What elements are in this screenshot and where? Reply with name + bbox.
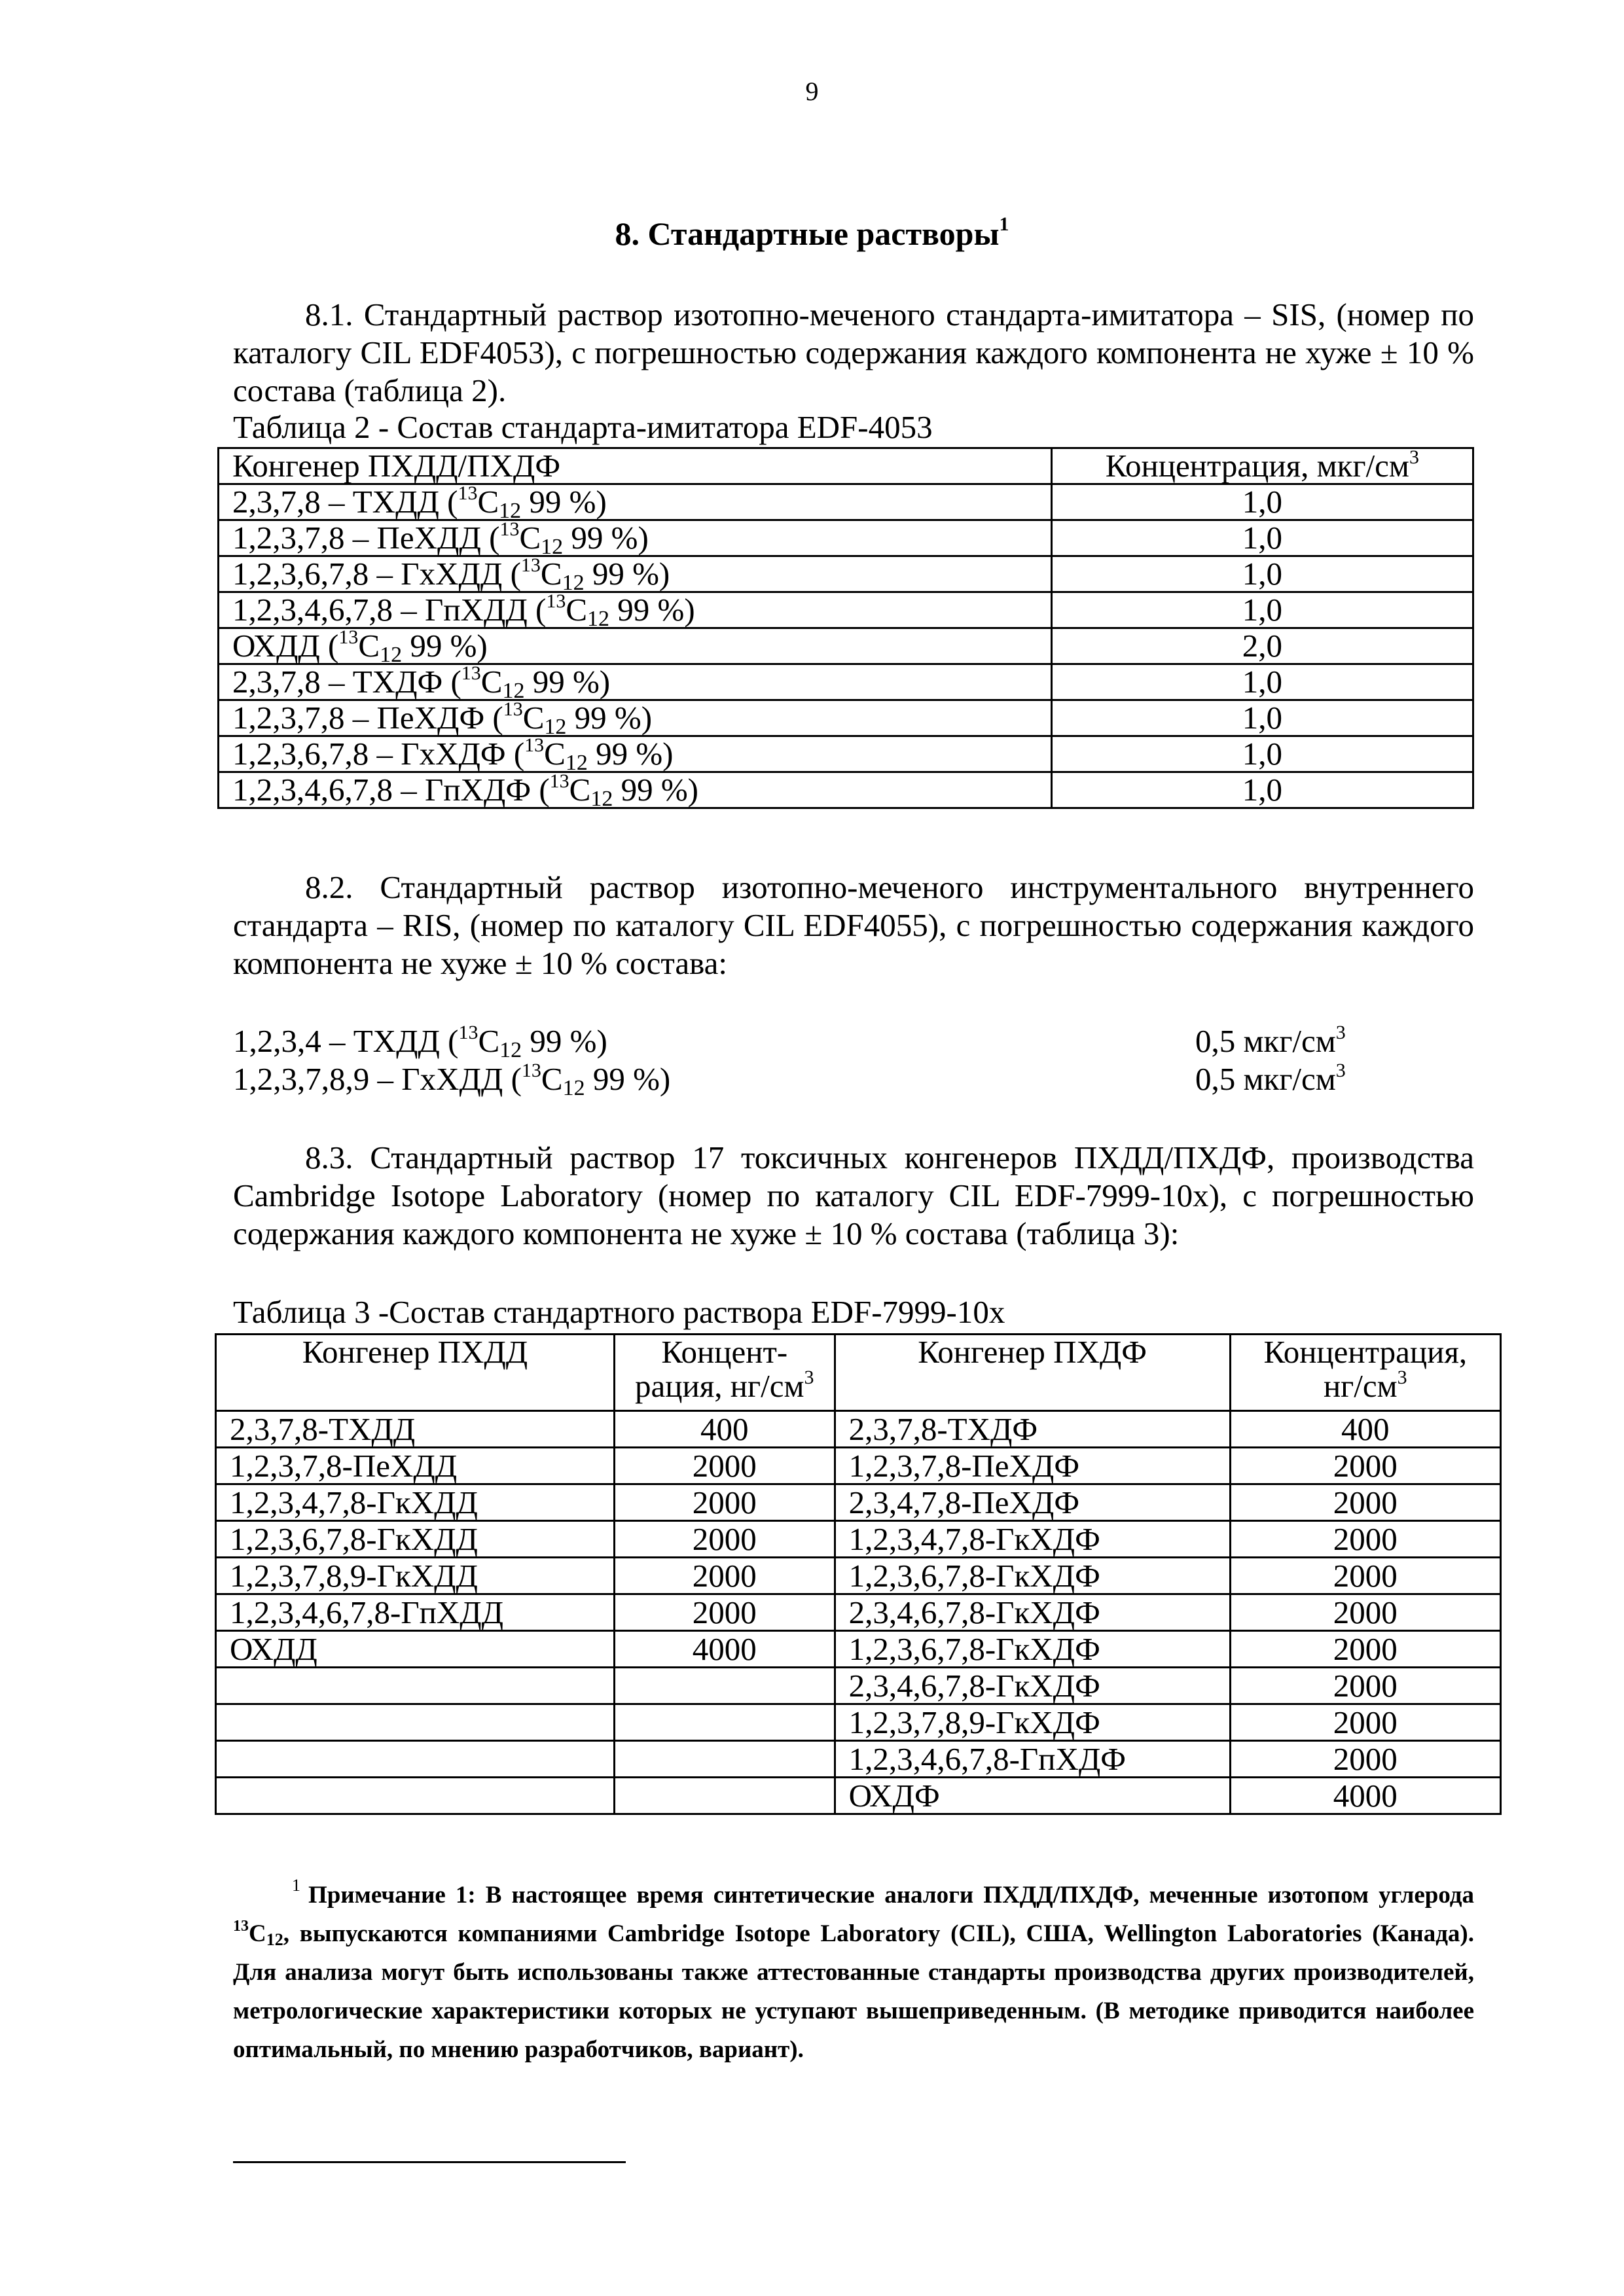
paragraph-8-2 bbox=[233, 869, 1474, 982]
table3-header-concentration-2: Концентрация, $нг/см^3$ bbox=[1230, 1335, 1500, 1411]
table3-pcdd-conc-cell: 4000 bbox=[614, 1631, 835, 1668]
table2-congener-cell: 2,3,7,8 – ТХДД ($^{13}C_{12}$ 99 %) bbox=[219, 484, 1052, 520]
table2-concentration-cell: 1,0 bbox=[1051, 556, 1473, 592]
table3-caption: Таблица 3 -Состав стандартного раствора EDF-7999-10x bbox=[233, 1294, 1005, 1330]
table2-congener-cell: ОХДД ($^{13}C_{12}$ 99 %) bbox=[219, 628, 1052, 664]
table2-header-row bbox=[219, 448, 1473, 484]
table2-row bbox=[219, 700, 1473, 736]
table3-pcdd-cell: 1,2,3,4,6,7,8-ГпХДД bbox=[216, 1594, 615, 1631]
table3-row bbox=[216, 1778, 1501, 1814]
table3-pcdd-cell: 1,2,3,7,8-ПеХДД bbox=[216, 1448, 615, 1484]
table2-row bbox=[219, 484, 1473, 520]
table2-congener-cell: 1,2,3,4,6,7,8 – ГпХДФ ($^{13}C_{12}$ 99 %) bbox=[219, 772, 1052, 808]
table3-header-row bbox=[216, 1335, 1501, 1411]
table2-row bbox=[219, 664, 1473, 700]
paragraph-8-1-text: 8.1. Стандартный раствор изотопно-меченого стандарта-имитатора – SIS, (номер по каталогу CIL EDF4053), с погрешностью содержания каждого компонента не хуже ± 10 % состава (таблица 2). bbox=[233, 296, 1474, 408]
table3-pcdf-conc-cell: 2000 bbox=[1230, 1521, 1500, 1558]
table3-pcdf-cell: 1,2,3,4,7,8-ГкХДФ bbox=[835, 1521, 1230, 1558]
table3-row bbox=[216, 1704, 1501, 1741]
table3-pcdf-cell: 1,2,3,4,6,7,8-ГпХДФ bbox=[835, 1741, 1230, 1778]
table3-pcdd-conc-cell: 2000 bbox=[614, 1558, 835, 1594]
table3-pcdd-cell: 2,3,7,8-ТХДД bbox=[216, 1411, 615, 1448]
table3-pcdf-conc-cell: 2000 bbox=[1230, 1558, 1500, 1594]
table3-pcdf-conc-cell: 2000 bbox=[1230, 1704, 1500, 1741]
table3-pcdf-cell: 2,3,7,8-ТХДФ bbox=[835, 1411, 1230, 1448]
table3-pcdd-conc-cell bbox=[614, 1778, 835, 1814]
table3-pcdd-cell: ОХДД bbox=[216, 1631, 615, 1668]
table3-pcdf-cell: 1,2,3,7,8,9-ГкХДФ bbox=[835, 1704, 1230, 1741]
table2-concentration-cell: 1,0 bbox=[1051, 736, 1473, 772]
footnote: $^1$ Примечание 1: В настоящее время синтетические аналоги ПХДД/ПХДФ, меченные изотопом углерода $^{13}C_{12}$, выпускаются компаниями Cambridge Isotope Laboratory (CIL), США, Wellington Laboratories (Канада). Для анализа могут быть использованы также аттестованные стандарты производства других производителей, метрологические характеристики которых не уступают вышеприведенным. (В методике приводится наиболее оптимальный, по мнению разработчиков, вариант). bbox=[233, 1876, 1474, 2063]
table3-header-congener-pcdf: Конгенер ПХДФ bbox=[835, 1335, 1230, 1411]
table2-concentration-cell: 2,0 bbox=[1051, 628, 1473, 664]
table2-concentration-cell: 1,0 bbox=[1051, 520, 1473, 556]
paragraph-8-3 bbox=[233, 1139, 1474, 1253]
table3-pcdd-conc-cell: 2000 bbox=[614, 1521, 835, 1558]
table3-row bbox=[216, 1741, 1501, 1778]
paragraph-8-3-text: 8.3. Стандартный раствор 17 токсичных конгенеров ПХДД/ПХДФ, производства Cambridge Isotope Laboratory (номер по каталогу CIL EDF-7999-10x), с погрешностью содержания каждого компонента не хуже ± 10 % состава (таблица 3): bbox=[233, 1139, 1474, 1251]
table2-caption: Таблица 2 - Состав стандарта-имитатора EDF-4053 bbox=[233, 409, 933, 445]
table3-pcdf-conc-cell: 2000 bbox=[1230, 1484, 1500, 1521]
table3-pcdf-conc-cell: 2000 bbox=[1230, 1668, 1500, 1704]
table3-header-congener-pcdd: Конгенер ПХДД bbox=[216, 1335, 615, 1411]
table3-row bbox=[216, 1668, 1501, 1704]
table3-row bbox=[216, 1411, 1501, 1448]
table2-header-congener: Конгенер ПХДД/ПХДФ bbox=[219, 448, 1052, 484]
table3-pcdf-cell: 2,3,4,7,8-ПеХДФ bbox=[835, 1484, 1230, 1521]
table2-concentration-cell: 1,0 bbox=[1051, 664, 1473, 700]
paragraph-8-1 bbox=[233, 296, 1474, 410]
table3-pcdd-conc-cell: 2000 bbox=[614, 1484, 835, 1521]
table2-row bbox=[219, 772, 1473, 808]
table2-row bbox=[219, 628, 1473, 664]
table3-pcdf-cell: ОХДФ bbox=[835, 1778, 1230, 1814]
table3-pcdd-cell bbox=[216, 1778, 615, 1814]
table3-pcdd-conc-cell bbox=[614, 1741, 835, 1778]
ris-item-2-value: 0,5 мкг/$см^3$ bbox=[1195, 1060, 1346, 1097]
table3-pcdf-conc-cell: 2000 bbox=[1230, 1448, 1500, 1484]
table3-pcdf-conc-cell: 2000 bbox=[1230, 1741, 1500, 1778]
table3-pcdf-conc-cell: 2000 bbox=[1230, 1594, 1500, 1631]
table3-pcdd-conc-cell: 2000 bbox=[614, 1594, 835, 1631]
table3-pcdd-conc-cell bbox=[614, 1704, 835, 1741]
table3-row bbox=[216, 1594, 1501, 1631]
page-number: 9 bbox=[805, 77, 819, 106]
table2-congener-cell: 1,2,3,4,6,7,8 – ГпХДД ($^{13}C_{12}$ 99 %) bbox=[219, 592, 1052, 628]
table3-pcdf-cell: 1,2,3,6,7,8-ГкХДФ bbox=[835, 1558, 1230, 1594]
table3-pcdf-cell: 2,3,4,6,7,8-ГкХДФ bbox=[835, 1594, 1230, 1631]
table3-pcdd-cell bbox=[216, 1741, 615, 1778]
table3-row bbox=[216, 1631, 1501, 1668]
table2-congener-cell: 1,2,3,6,7,8 – ГхХДД ($^{13}C_{12}$ 99 %) bbox=[219, 556, 1052, 592]
table3-pcdd-cell bbox=[216, 1668, 615, 1704]
table3-pcdf-conc-cell: 4000 bbox=[1230, 1778, 1500, 1814]
table2-row bbox=[219, 736, 1473, 772]
footnote-separator bbox=[233, 2161, 626, 2163]
table3-pcdd-conc-cell: 2000 bbox=[614, 1448, 835, 1484]
table3-pcdf-conc-cell: 2000 bbox=[1230, 1631, 1500, 1668]
table2-row bbox=[219, 520, 1473, 556]
table3-pcdd-cell: 1,2,3,6,7,8-ГкХДД bbox=[216, 1521, 615, 1558]
table3-pcdf-cell: 2,3,4,6,7,8-ГкХДФ bbox=[835, 1668, 1230, 1704]
paragraph-8-2-text: 8.2. Стандартный раствор изотопно-меченого инструментального внутреннего стандарта – RIS, (номер по каталогу CIL EDF4055), с погрешностью содержания каждого компонента не хуже ± 10 % состава: bbox=[233, 869, 1474, 981]
section-title-text: 8. Стандартные растворы bbox=[615, 215, 1000, 252]
table2-congener-cell: 1,2,3,6,7,8 – ГхХДФ ($^{13}C_{12}$ 99 %) bbox=[219, 736, 1052, 772]
table3-row bbox=[216, 1521, 1501, 1558]
table2-header-concentration: Концентрация, мкг/$см^3$ bbox=[1051, 448, 1473, 484]
table2-concentration-cell: 1,0 bbox=[1051, 592, 1473, 628]
table2 bbox=[217, 447, 1474, 809]
footnote-ref: 1 bbox=[999, 213, 1009, 235]
table2-concentration-cell: 1,0 bbox=[1051, 700, 1473, 736]
table2-congener-cell: 1,2,3,7,8 – ПеХДД ($^{13}C_{12}$ 99 %) bbox=[219, 520, 1052, 556]
table3 bbox=[215, 1333, 1502, 1815]
table3-pcdd-cell: 1,2,3,7,8,9-ГкХДД bbox=[216, 1558, 615, 1594]
footnote-mark: 1 bbox=[292, 1876, 300, 1895]
ris-item-1-value: 0,5 мкг/$см^3$ bbox=[1195, 1022, 1346, 1059]
table2-row bbox=[219, 556, 1473, 592]
table3-pcdf-cell: 1,2,3,6,7,8-ГкХДФ bbox=[835, 1631, 1230, 1668]
table3-pcdd-cell: 1,2,3,4,7,8-ГкХДД bbox=[216, 1484, 615, 1521]
ris-item-2: 1,2,3,7,8,9 – ГхХДД ($^{13}C_{12}$ 99 %) 0,5 мкг/$см^3$ bbox=[233, 1060, 1346, 1100]
table3-pcdd-conc-cell bbox=[614, 1668, 835, 1704]
section-title bbox=[0, 215, 1624, 253]
table2-congener-cell: 2,3,7,8 – ТХДФ ($^{13}C_{12}$ 99 %) bbox=[219, 664, 1052, 700]
table3-header-concentration-1: Концент- рация, $нг/см^3$ bbox=[614, 1335, 835, 1411]
table3-pcdf-cell: 1,2,3,7,8-ПеХДФ bbox=[835, 1448, 1230, 1484]
ris-item-1: 1,2,3,4 – ТХДД ($^{13}C_{12}$ 99 %) 0,5 мкг/$см^3$ bbox=[233, 1022, 1346, 1062]
table2-concentration-cell: 1,0 bbox=[1051, 772, 1473, 808]
table2-row bbox=[219, 592, 1473, 628]
table3-row bbox=[216, 1484, 1501, 1521]
table2-congener-cell: 1,2,3,7,8 – ПеХДФ ($^{13}C_{12}$ 99 %) bbox=[219, 700, 1052, 736]
table3-row bbox=[216, 1558, 1501, 1594]
table3-pcdd-cell bbox=[216, 1704, 615, 1741]
table3-row bbox=[216, 1448, 1501, 1484]
table3-pcdf-conc-cell: 400 bbox=[1230, 1411, 1500, 1448]
table3-pcdd-conc-cell: 400 bbox=[614, 1411, 835, 1448]
table2-concentration-cell: 1,0 bbox=[1051, 484, 1473, 520]
